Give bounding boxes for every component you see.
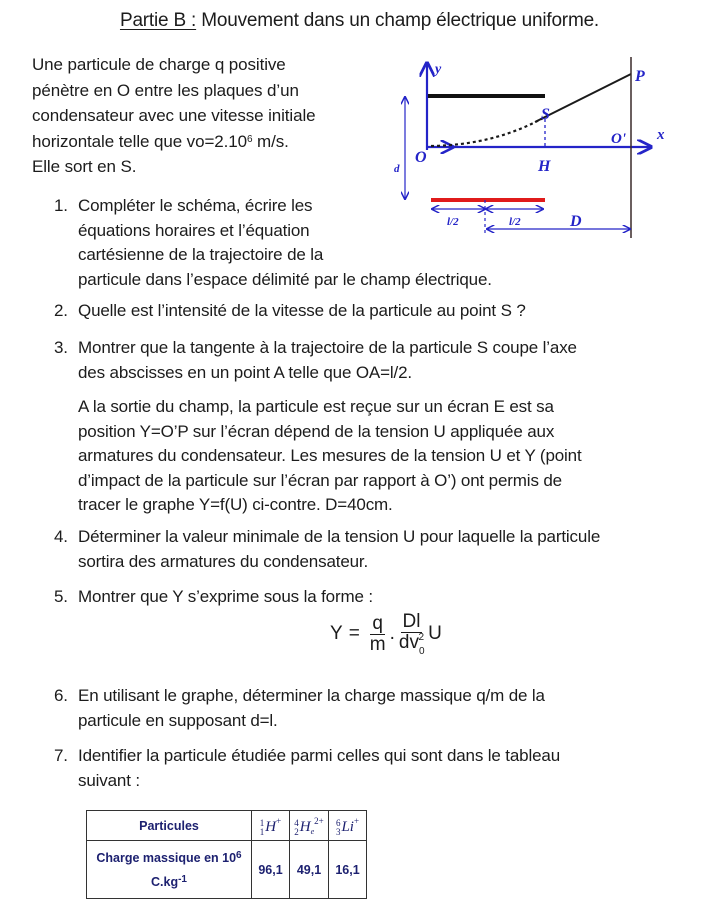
ion-charge: 2+ (314, 815, 324, 826)
y-axis-label: y (435, 62, 442, 77)
question-1 (54, 194, 492, 292)
formula-tail: U (428, 623, 442, 644)
row-label-line (87, 846, 251, 870)
paragraph-line: armatures du condensateur. Les mesures de la tension U et Y (point (78, 446, 582, 465)
question-4 (54, 525, 600, 574)
paragraph-line: d’impact de la particule sur l’écran par rapport à O’) ont permis de (78, 470, 562, 490)
paragraph-line: position Y=O’P sur l’écran dépend de la tension U appliquée aux (78, 421, 555, 441)
particle-h-plus (252, 811, 290, 841)
value-li-plus: 16,1 (329, 841, 367, 899)
formula-equals: = (348, 623, 360, 644)
question-text: Déterminer la valeur minimale de la tension U pour laquelle la particule (78, 527, 601, 546)
origin-label: O (415, 149, 427, 166)
intro-line: Elle sort en S. (32, 157, 137, 176)
particle-li-plus (329, 811, 367, 841)
denominator-text: dv (398, 632, 419, 653)
question-5 (54, 585, 373, 610)
row-label-unit: C.kg (151, 874, 179, 889)
ion-charge: + (276, 815, 282, 826)
mass-number: 1 (259, 817, 265, 828)
point-p-label: P (635, 68, 645, 85)
fraction-q-over-m (368, 614, 388, 655)
mass-number: 4 (294, 817, 299, 828)
question-text: sortira des armatures du condensateur. (78, 551, 369, 571)
particles-table (86, 810, 367, 899)
x-axis-label: x (657, 127, 665, 143)
context-paragraph (78, 395, 698, 518)
row-label-text: Charge massique en 10 (96, 850, 237, 865)
atomic-number: 1 (259, 826, 265, 837)
velocity-unit: m/s. (252, 131, 289, 151)
formula-dot: . (389, 623, 395, 644)
isotope-symbol (294, 815, 324, 837)
question-text: équations horaires et l’équation (78, 220, 310, 240)
velocity-text: horizontale telle que vo=2.10 (32, 131, 247, 151)
question-text: particule dans l’espace délimité par le champ électrique. (78, 269, 492, 289)
table-header-row (87, 811, 367, 841)
question-2 (54, 299, 526, 324)
intro-line: pénètre en O entre les plaques d’un (32, 80, 299, 100)
question-3 (54, 336, 577, 385)
intro-line: condensateur avec une vitesse initiale (32, 106, 316, 125)
row-label-line (87, 870, 251, 894)
question-number: 6. (54, 686, 68, 705)
big-d-label: D (570, 213, 582, 230)
question-text: Identifier la particule étudiée parmi celles qui sont dans le tableau (78, 746, 561, 765)
table-row (87, 841, 367, 899)
deflection-formula (330, 612, 442, 656)
formula-lhs: Y (330, 623, 343, 644)
element-symbol: H (265, 819, 277, 835)
half-l-right-label: l/2 (509, 216, 521, 228)
question-number: 3. (54, 338, 68, 357)
element-subletter: e (310, 827, 315, 836)
question-text: particule en supposant d=l. (78, 710, 278, 730)
intro-line: Une particule de charge q positive (32, 55, 286, 74)
isotope-symbol (335, 815, 360, 837)
exponent: 6 (236, 849, 242, 861)
question-text: Quelle est l’intensité de la vitesse de la particule au point S ? (78, 301, 526, 320)
value-he-2plus: 49,1 (290, 841, 329, 899)
page-title (0, 10, 719, 32)
intro-paragraph (32, 52, 372, 180)
superscript: 2 (418, 632, 425, 643)
question-text: cartésienne de la trajectoire de la (78, 245, 324, 264)
numerator: Dl (402, 611, 421, 632)
question-text: des abscisses en un point A telle que OA=l/2. (78, 362, 412, 382)
point-s-label: S (541, 106, 550, 123)
exponent: -1 (178, 873, 187, 885)
question-number: 5. (54, 587, 68, 606)
paragraph-line: tracer le graphe Y=f(U) ci-contre. D=40cm. (78, 495, 393, 514)
title-text: Mouvement dans un champ électrique uniforme. (196, 10, 600, 31)
mass-number: 6 (335, 817, 341, 828)
fraction-dl-over-dv0 (397, 612, 426, 656)
question-number: 2. (54, 301, 68, 320)
question-text: Compléter le schéma, écrire les (78, 196, 313, 215)
question-text: Montrer que Y s’exprime sous la forme : (78, 587, 373, 606)
question-number: 7. (54, 746, 68, 765)
paragraph-line: A la sortie du champ, la particule est reçue sur un écran E est sa (78, 397, 554, 416)
row-label-charge-massique (87, 841, 252, 899)
subscript: 0 (418, 646, 425, 657)
trajectory-parabola (431, 117, 545, 146)
ion-charge: + (353, 815, 360, 826)
question-6 (54, 684, 545, 733)
question-text: En utilisant le graphe, déterminer la charge massique q/m de la (78, 686, 545, 705)
isotope-symbol (259, 815, 282, 837)
atomic-number: 3 (335, 826, 341, 837)
point-h-label: H (538, 158, 551, 175)
numerator: q (372, 612, 383, 634)
exponent: 6 (246, 133, 253, 145)
value-h-plus: 96,1 (252, 841, 290, 899)
intro-line (32, 129, 372, 155)
denominator (397, 633, 426, 656)
question-number: 4. (54, 527, 68, 546)
particle-he-2plus (290, 811, 329, 841)
element-symbol: Li (341, 819, 354, 835)
element-symbol: H (299, 819, 311, 835)
half-l-left-label: l/2 (447, 216, 459, 228)
title-part-label: Partie B : (119, 10, 197, 31)
d-label: d (394, 163, 400, 175)
atomic-number: 2 (294, 826, 299, 837)
question-text: suivant : (78, 770, 140, 790)
question-number: 1. (54, 196, 68, 215)
header-particules: Particules (87, 811, 252, 841)
question-text: Montrer que la tangente à la trajectoire de la particule S coupe l’axe (78, 338, 577, 357)
denominator: m (369, 633, 386, 655)
question-7 (54, 744, 560, 793)
point-oprime-label: O' (611, 131, 626, 147)
